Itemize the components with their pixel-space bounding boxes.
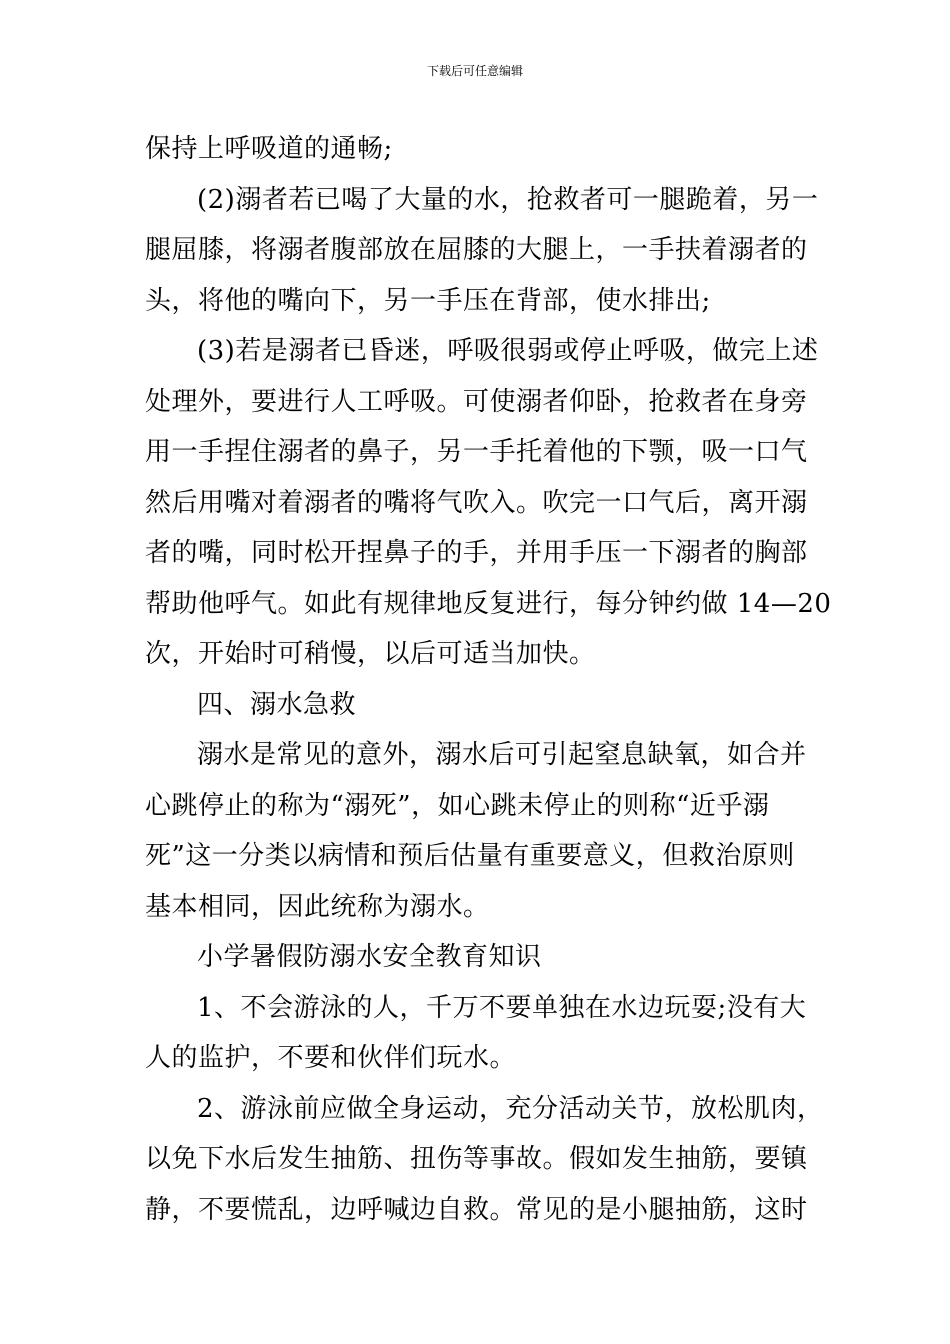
page-header: 下载后可任意编辑	[426, 64, 523, 78]
text-line: (3)若是溺者已昏迷，呼吸很弱或停止呼吸，做完上述	[197, 336, 819, 366]
text-line: 保持上呼吸道的通畅;	[145, 134, 393, 164]
text-line: 人的监护，不要和伙伴们玩水。	[145, 1043, 517, 1073]
text-line: 1、不会游泳的人，千万不要单独在水边玩耍;没有大	[197, 992, 807, 1023]
text-line: 基本相同，因此统称为溺水。	[145, 891, 490, 922]
text-line: 溺水是常见的意外，溺水后可引起窒息缺氧，如合并	[197, 740, 807, 770]
text-line: 静，不要慌乱，边呼喊边自救。常见的是小腿抽筋，这时	[145, 1194, 808, 1225]
text-line: 腿屈膝，将溺者腹部放在屈膝的大腿上，一手扶着溺者的	[145, 235, 808, 265]
document-body	[145, 131, 832, 1242]
text-line: 以免下水后发生抽筋、扭伤等事故。假如发生抽筋，要镇	[145, 1144, 808, 1174]
section-heading: 小学暑假防溺水安全教育知识	[197, 942, 542, 972]
text-line: 者的嘴，同时松开捏鼻子的手，并用手压一下溺者的胸部	[145, 538, 808, 568]
text-line: (2)溺者若已喝了大量的水，抢救者可一腿跪着，另一	[197, 184, 819, 215]
text-line: 帮助他呼气。如此有规律地反复进行，每分钟约做 14—20	[145, 588, 832, 619]
text-line: 处理外，要进行人工呼吸。可使溺者仰卧，抢救者在身旁	[145, 386, 808, 417]
text-line: 用一手捏住溺者的鼻子，另一手托着他的下颚，吸一口气	[145, 437, 808, 467]
section-heading: 四、溺水急救	[197, 689, 357, 720]
text-line: 然后用嘴对着溺者的嘴将气吹入。吹完一口气后，离开溺	[145, 487, 808, 518]
text-line: 2、游泳前应做全身运动，充分活动关节，放松肌肉，	[197, 1093, 824, 1124]
text-line: 次，开始时可稍慢，以后可适当加快。	[145, 639, 596, 669]
text-line: 死”这一分类以病情和预后估量有重要意义，但救治原则	[145, 841, 795, 871]
text-line: 心跳停止的称为“溺死”，如心跳未停止的则称“近乎溺	[145, 790, 770, 821]
text-line: 头，将他的嘴向下，另一手压在背部，使水排出;	[145, 285, 711, 316]
